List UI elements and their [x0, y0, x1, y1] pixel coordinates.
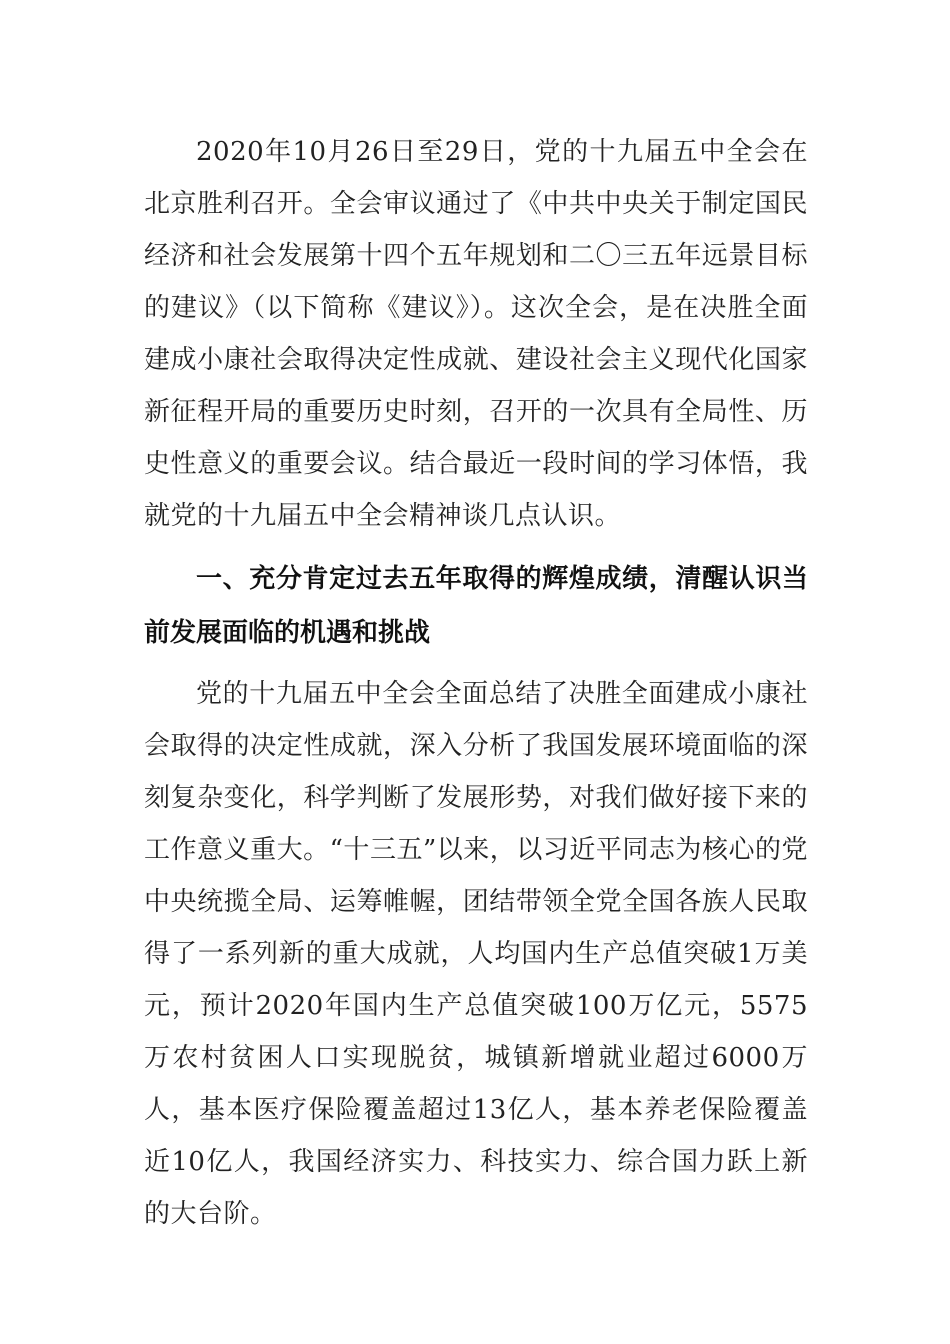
section-1-paragraph: 党的十九届五中全会全面总结了决胜全面建成小康社会取得的决定性成就，深入分析了我国发展环境面临的深刻复杂变化，科学判断了发展形势，对我们做好接下来的工作意义重大。“十三五”以来，以习近平同志为核心的党中央统揽全局、运筹帷幄，团结带领全党全国各族人民取得了一系列新的重大成就，人均国内生产总值突破1万美元，预计2020年国内生产总值突破100万亿元，5575万农村贫困人口实现脱贫，城镇新增就业超过6000万人，基本医疗保险覆盖超过13亿人，基本养老保险覆盖近10亿人，我国经济实力、科技实力、综合国力跃上新的大台阶。	[144, 679, 808, 1229]
section-heading-1: 一、充分肯定过去五年取得的辉煌成绩，清醒认识当前发展面临的机遇和挑战	[144, 564, 808, 648]
document-body	[144, 126, 808, 1240]
intro-paragraph: 2020年10月26日至29日，党的十九届五中全会在北京胜利召开。全会审议通过了《中共中央关于制定国民经济和社会发展第十四个五年规划和二〇三五年远景目标的建议》（以下简称《建议》）。这次全会，是在决胜全面建成小康社会取得决定性成就、建设社会主义现代化国家新征程开局的重要历史时刻，召开的一次具有全局性、历史性意义的重要会议。结合最近一段时间的学习体悟，我就党的十九届五中全会精神谈几点认识。	[144, 137, 808, 531]
